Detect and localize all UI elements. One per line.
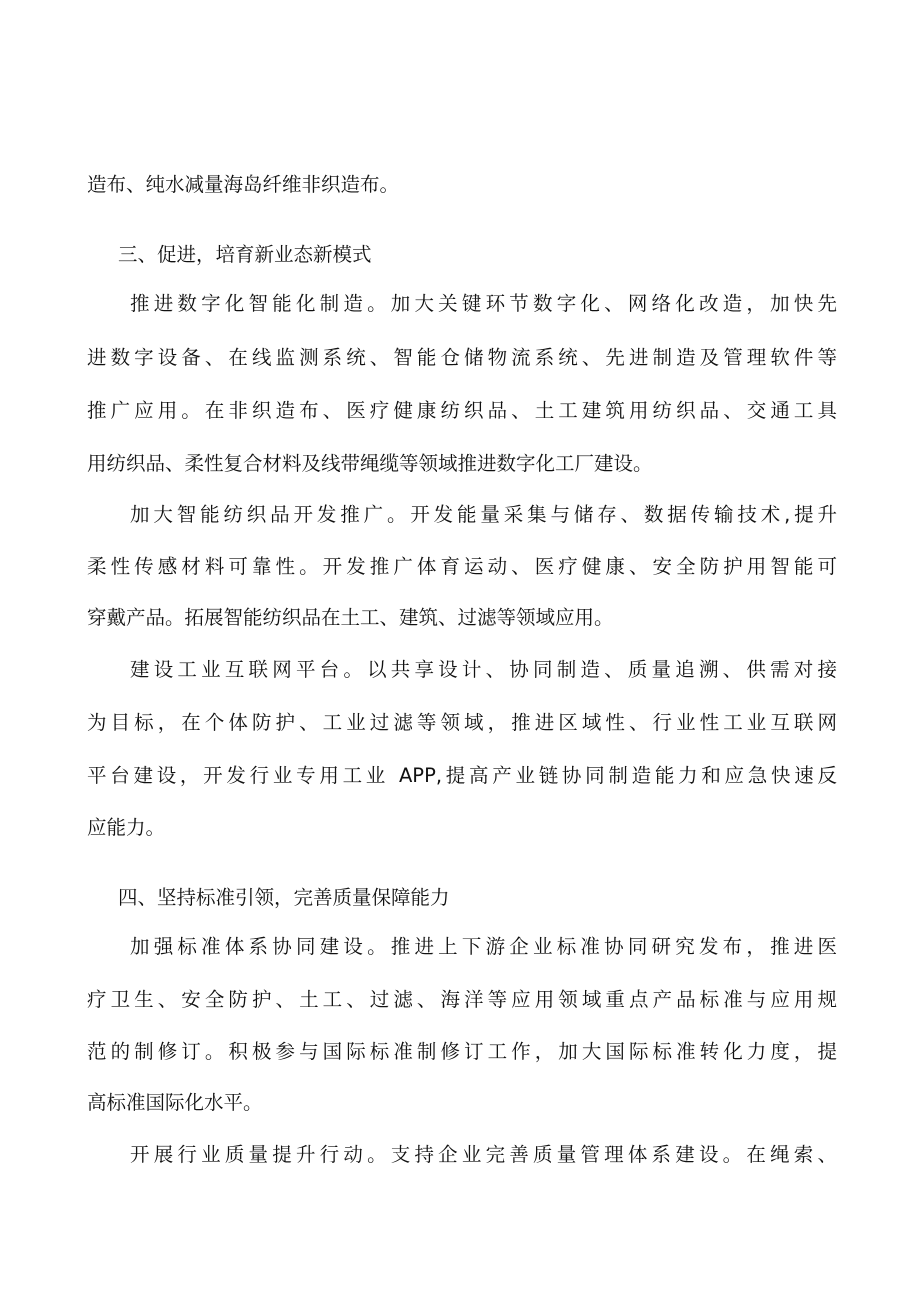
paragraph-line: 平台建设，开发行业专用工业 APP,提高产业链协同制造能力和应急快速反: [87, 764, 837, 787]
paragraph-line: 进数字设备、在线监测系统、智能仓储物流系统、先进制造及管理软件等: [87, 346, 837, 369]
paragraph-line: 加强标准体系协同建设。推进上下游企业标准协同研究发布，推进医: [130, 935, 837, 958]
paragraph-line: 加大智能纺织品开发推广。开发能量采集与储存、数据传输技术,提升: [130, 503, 837, 526]
paragraph-line: 为目标，在个体防护、工业过滤等领域，推进区域性、行业性工业互联网: [87, 711, 837, 734]
paragraph-line: 推进数字化智能化制造。加大关键环节数字化、网络化改造，加快先: [130, 292, 837, 315]
paragraph-line: 用纺织品、柔性复合材料及线带绳缆等领域推进数字化工厂建设。: [87, 452, 653, 475]
paragraph-line: 开展行业质量提升行动。支持企业完善质量管理体系建设。在绳索、: [130, 1143, 837, 1166]
paragraph-line: 造布、纯水减量海岛纤维非织造布。: [87, 173, 400, 196]
section-heading: 四、坚持标准引领，完善质量保障能力: [118, 886, 450, 909]
section-heading: 三、促进，培育新业态新模式: [118, 243, 372, 266]
paragraph-line: 建设工业互联网平台。以共享设计、协同制造、质量追溯、供需对接: [130, 658, 837, 681]
paragraph-line: 应能力。: [87, 816, 166, 839]
paragraph-line: 高标准国际化水平。: [87, 1091, 263, 1114]
paragraph-line: 推广应用。在非织造布、医疗健康纺织品、土工建筑用纺织品、交通工具: [87, 399, 837, 422]
paragraph-line: 柔性传感材料可靠性。开发推广体育运动、医疗健康、安全防护用智能可: [87, 555, 837, 578]
paragraph-line: 穿戴产品。拓展智能纺织品在土工、建筑、过滤等领域应用。: [87, 606, 614, 629]
paragraph-line: 范的制修订。积极参与国际标准制修订工作，加大国际标准转化力度，提: [87, 1040, 837, 1063]
paragraph-line: 疗卫生、安全防护、土工、过滤、海洋等应用领域重点产品标准与应用规: [87, 988, 837, 1011]
